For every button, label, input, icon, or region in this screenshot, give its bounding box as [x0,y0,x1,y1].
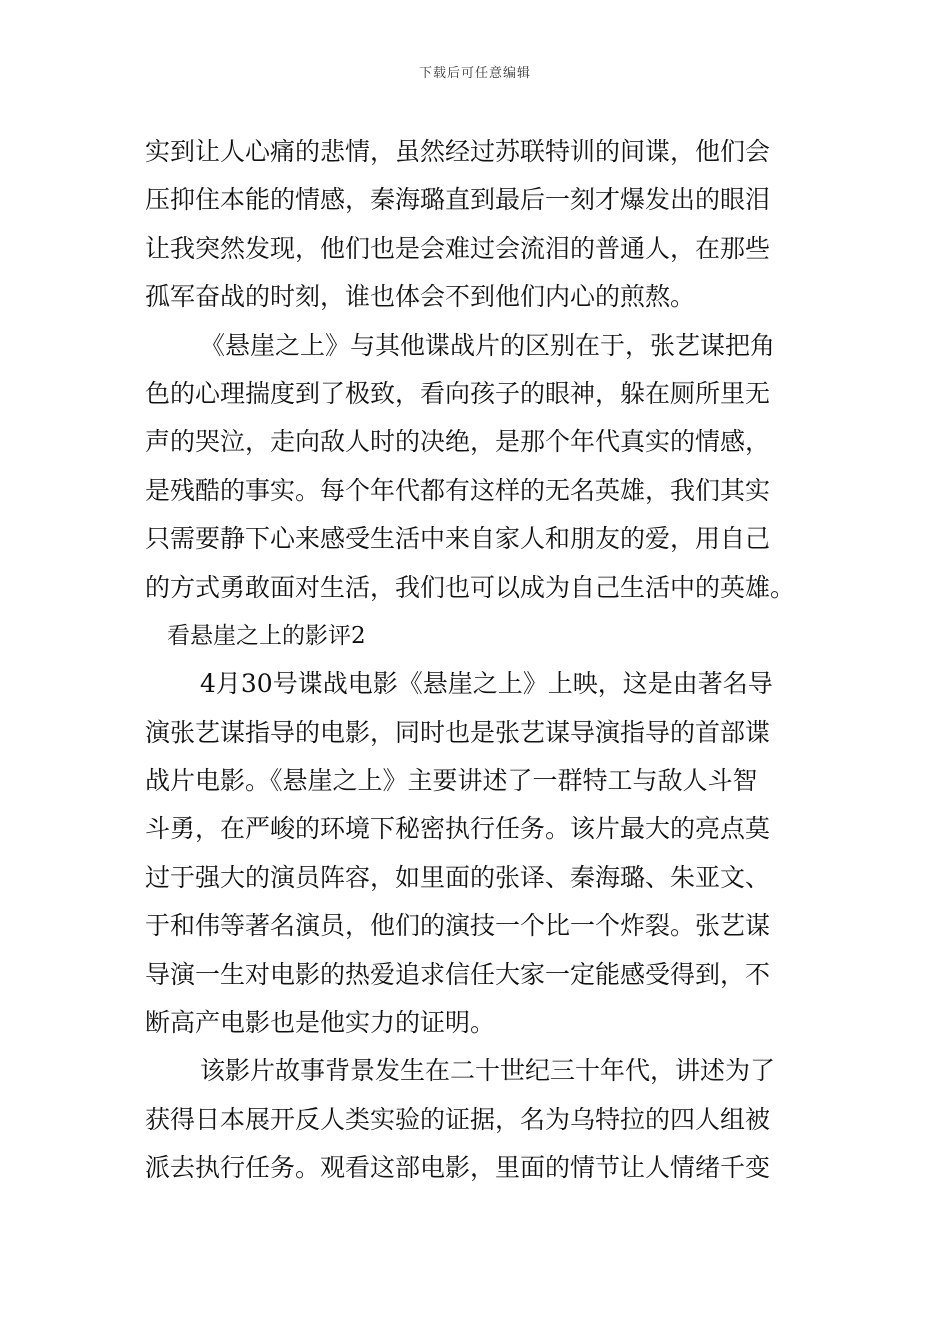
text-line: 派去执行任务。观看这部电影，里面的情节让人情绪千变 [145,1153,771,1183]
text-line: 该影片故事背景发生在二十世纪三十年代，讲述为了 [200,1056,776,1086]
text-line: 断高产电影也是他实力的证明。 [145,1008,496,1038]
section-heading: 看悬崖之上的影评2 [167,622,366,649]
text-line: 斗勇，在严峻的环境下秘密执行任务。该片最大的亮点莫 [145,814,771,844]
document-body [145,128,807,1193]
text-line: 让我突然发现，他们也是会难过会流泪的普通人，在那些 [145,233,771,263]
text-line: 声的哭泣，走向敌人时的决绝，是那个年代真实的情感， [145,427,771,457]
text-line: 只需要静下心来感受生活中来自家人和朋友的爱，用自己 [145,524,771,554]
text-line: 4月30号谍战电影《悬崖之上》上映，这是由著名导 [200,669,773,699]
text-line: 过于强大的演员阵容，如里面的张译、秦海璐、朱亚文、 [145,862,771,892]
text-line: 实到让人心痛的悲情，虽然经过苏联特训的间谍，他们会 [145,137,771,166]
text-line: 战片电影。《悬崖之上》主要讲述了一群特工与敌人斗智 [145,766,758,796]
text-line: 《悬崖之上》与其他谍战片的区别在于，张艺谋把角 [200,330,776,360]
text-line: 导演一生对电影的热爱追求信任大家一定能感受得到，不 [145,959,771,989]
text-line: 获得日本展开反人类实验的证据，名为乌特拉的四人组被 [145,1104,771,1134]
text-line: 的方式勇敢面对生活，我们也可以成为自己生活中的英雄。 [145,572,796,602]
text-line: 演张艺谋指导的电影，同时也是张艺谋导演指导的首部谍 [145,717,771,747]
text-line: 于和伟等著名演员，他们的演技一个比一个炸裂。张艺谋 [145,911,771,941]
page-header: 下载后可任意编辑 [418,66,531,81]
text-line: 压抑住本能的情感，秦海璐直到最后一刻才爆发出的眼泪 [145,185,771,215]
text-line: 孤军奋战的时刻，谁也体会不到他们内心的煎熬。 [145,282,696,312]
text-line: 是残酷的事实。每个年代都有这样的无名英雄，我们其实 [145,475,771,505]
text-line: 色的心理揣度到了极致，看向孩子的眼神，躲在厕所里无 [145,378,771,408]
